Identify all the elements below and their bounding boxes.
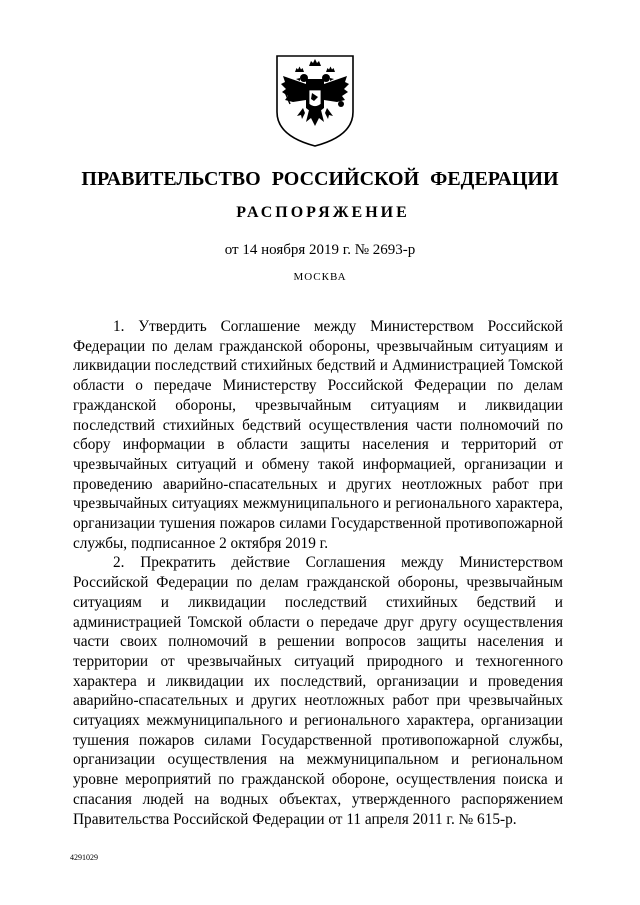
- city-label: МОСКВА: [293, 271, 347, 283]
- document-body: [73, 317, 563, 829]
- document-date-number: от 14 ноября 2019 г. № 2693-р: [224, 242, 416, 258]
- document-type: РАСПОРЯЖЕНИЕ: [236, 204, 410, 221]
- paragraph-2: 2. Прекратить действие Соглашения между Министерством Российской Федерации по делам гражданской обороны, чрезвычайным ситуациям и ликвидации последствий стихийных бедствий и администрацией Томской области о передаче друг другу осуществления части своих полномочий в решении вопросов защиты населения и территории от чрезвычайных ситуаций природного и техногенного характера и ликвидации их последствий, организации и проведения аварийно-спасательных и других неотложных работ при чрезвычайных ситуациях межмуниципального и регионального характера, организации тушения пожаров силами Государственной противопожарной службы, организации осуществления на межмуниципальном и региональном уровне мероприятий по гражданской обороне, осуществления поиска и спасания людей на водных объектах, утвержденного распоряжением Правительства Российской Федерации от 11 апреля 2011 г. № 615-р.: [73, 554, 563, 828]
- document-code: 4291029: [70, 853, 98, 862]
- government-title: ПРАВИТЕЛЬСТВО РОССИЙСКОЙ ФЕДЕРАЦИИ: [81, 168, 559, 190]
- coat-of-arms-emblem: [273, 52, 357, 148]
- paragraph-1: 1. Утвердить Соглашение между Министерством Российской Федерации по делам гражданской обороны, чрезвычайным ситуациям и ликвидации последствий стихийных бедствий и Администрацией Томской области о передаче Министерству Российской Федерации по делам гражданской обороны, чрезвычайным ситуациям и ликвидации последствий стихийных бедствий осуществления части полномочий по сбору информации в области защиты населения и территорий от чрезвычайных ситуаций и обмену такой информацией, организации и проведению аварийно-спасательных и других неотложных работ при чрезвычайных ситуациях межмуниципального и регионального характера, организации тушения пожаров силами Государственной противопожарной службы, подписанное 2 октября 2019 г.: [73, 318, 563, 552]
